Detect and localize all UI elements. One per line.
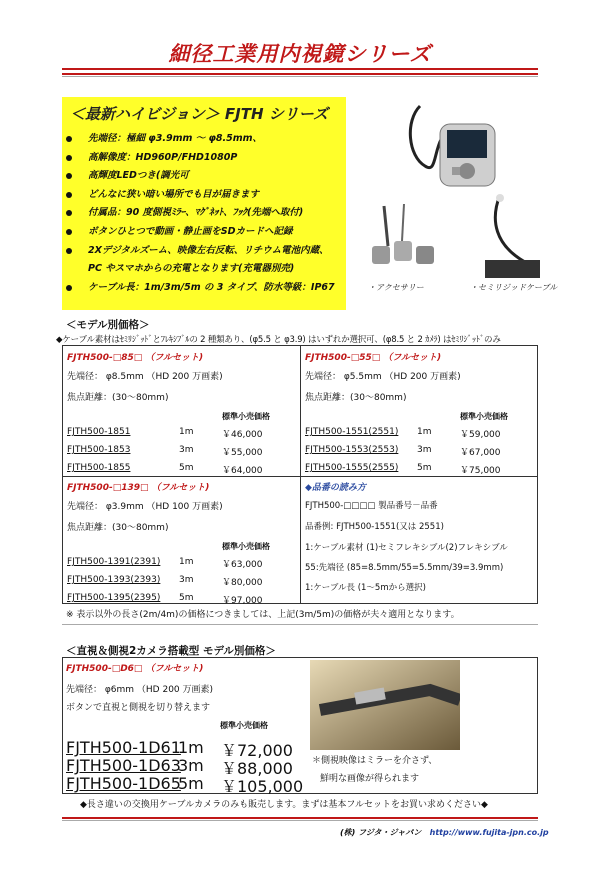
company-url[interactable]: http://www.fujita-jpn.co.jp xyxy=(429,828,549,837)
group-tip: 先端径： φ3.9mm （HD 100 万画素) xyxy=(67,502,223,512)
feature-item: 高輝度LEDつき(調光可 xyxy=(64,167,364,186)
part-number-guide xyxy=(305,480,535,602)
price-header: 標準小売価格 xyxy=(220,721,268,730)
length-note: ※ 表示以外の長さ(2m/4m)の価格につきましては、上記(3m/5m)の価格が夫々適用となります。 xyxy=(66,610,460,620)
guide-line: 1:ケーブル長 (1～5mから選択) xyxy=(305,583,426,593)
table-row: FJTH500-1391(2391) 1m ￥63,000 xyxy=(67,557,263,570)
accessory-photo xyxy=(364,196,444,278)
side-view-note-1: ＊側視映像はミラーを介さず、 xyxy=(312,756,438,766)
cable-material-note: ◆ケーブル素材はｾﾐﾘｼﾞｯﾄﾞとﾌﾚｷｼﾌﾞﾙの 2 種類あり、(φ5.5 と φ3.9) はいずれか選択可、(φ8.5 と 2 ｶﾒﾗ) はｾﾐﾘｼﾞｯﾄﾞのみ xyxy=(56,335,501,345)
group-title: FJTH500-□85□ （フルセット) xyxy=(67,353,204,363)
bullet-icon xyxy=(66,229,72,235)
guide-line: 55:先端径 (85=8.5mm/55=5.5mm/39=3.9mm) xyxy=(305,563,504,573)
feature-item: どんなに狭い暗い場所でも目が届きます xyxy=(64,186,364,205)
feature-item: ボタンひとつで動画・静止画をSDカードへ記録 xyxy=(64,223,364,242)
price-header: 標準小売価格 xyxy=(222,412,270,421)
group-title: FJTH500-□55□ （フルセット) xyxy=(305,353,442,363)
hero-title: ＜最新ハイビジョン＞ FJTH シリーズ xyxy=(70,105,329,123)
caption-accessory: ・アクセサリー xyxy=(368,283,424,292)
group-title: FJTH500-□139□ （フルセット) xyxy=(67,483,210,493)
model-price-grid xyxy=(62,345,538,604)
price-header: 標準小売価格 xyxy=(222,542,270,551)
bullet-icon xyxy=(66,155,72,161)
group-focus: 焦点距離：(30～80mm) xyxy=(305,393,407,403)
caption-cable: ・セミリジッドケーブル xyxy=(470,283,558,292)
feature-item: 2Xデジタルズーム、映像左右反転、リチウム電池内蔵、 xyxy=(64,242,364,261)
dual-camera-heading: ＜直視＆側視2カメラ搭載型 モデル別価格＞ xyxy=(66,645,276,657)
feature-item: ケーブル長：1m/3m/5m の 3 タイプ、防水等級：IP67 xyxy=(64,279,364,298)
model-group-55 xyxy=(305,350,535,475)
table-row: FJTH500-1553(2553) 3m ￥67,000 xyxy=(305,445,501,458)
feature-list xyxy=(64,130,364,297)
bottom-note: ◆長さ違いの交換用ケーブルカメラのみも販売します。まずは基本フルセットをお買い求めください◆ xyxy=(80,800,488,810)
feature-item: 付属品：90 度側視ﾐﾗｰ、ﾏｸﾞﾈｯﾄ、ﾌｯｸ(先端へ取付) xyxy=(64,204,364,223)
group-focus: 焦点距離：(30～80mm) xyxy=(67,393,169,403)
bullet-icon xyxy=(66,192,72,198)
header-divider-thin xyxy=(62,76,538,77)
title-underline xyxy=(62,68,538,70)
footer-divider xyxy=(62,817,538,819)
table-row: FJTH500-1555(2555) 5m ￥75,000 xyxy=(305,463,501,476)
section-divider xyxy=(62,624,538,625)
bullet-icon xyxy=(66,173,72,179)
price-header: 標準小売価格 xyxy=(460,412,508,421)
group-focus: 焦点距離：(30～80mm) xyxy=(67,523,169,533)
bullet-icon xyxy=(66,210,72,216)
table-row: FJTH500-1D63 3m ￥88,000 xyxy=(66,756,293,778)
table-row: FJTH500-1393(2393) 3m ￥80,000 xyxy=(67,575,263,588)
dual-desc: ボタンで直視と側視を切り替えます xyxy=(66,703,211,713)
guide-line: 品番例: FJTH500-1551(又は 2551) xyxy=(305,522,444,532)
page-title: 細径工業用内視鏡シリーズ xyxy=(168,42,432,66)
bullet-icon xyxy=(66,285,72,291)
guide-line: 1:ケーブル素材 (1)セミフレキシブル(2)フレキシブル xyxy=(305,543,508,553)
table-row: FJTH500-1D65 5m ￥105,000 xyxy=(66,774,304,796)
side-view-note-2: 鮮明な画像が得られます xyxy=(320,774,420,784)
guide-line: FJTH500-□□□□ 製品番号－品番 xyxy=(305,501,438,511)
camera-head-photo xyxy=(310,660,460,750)
dual-tip: 先端径： φ6mm （HD 200 万画素) xyxy=(66,685,214,695)
dual-group-title: FJTH500-□D6□ （フルセット) xyxy=(66,664,204,674)
table-row: FJTH500-1551(2551) 1m ￥59,000 xyxy=(305,427,501,440)
table-row: FJTH500-1855 5m ￥64,000 xyxy=(67,463,263,476)
header-divider xyxy=(62,73,538,75)
model-group-85 xyxy=(67,350,297,475)
footer xyxy=(340,827,549,838)
device-photo xyxy=(400,96,515,191)
group-tip: 先端径： φ8.5mm （HD 200 万画素) xyxy=(67,372,223,382)
cable-photo xyxy=(465,190,555,280)
bullet-icon xyxy=(66,248,72,254)
guide-title: ◆品番の読み方 xyxy=(305,483,366,493)
company-name: (株) フジタ・ジャパン xyxy=(340,828,422,837)
table-row: FJTH500-1851 1m ￥46,000 xyxy=(67,427,263,440)
feature-item: 高解像度：HD960P/FHD1080P xyxy=(64,149,364,168)
table-row: FJTH500-1D61 1m ￥72,000 xyxy=(66,738,293,760)
group-tip: 先端径： φ5.5mm （HD 200 万画素) xyxy=(305,372,461,382)
bullet-icon xyxy=(66,136,72,142)
feature-item: PC やスマホからの充電となります(充電器別売) xyxy=(88,263,295,275)
feature-item: 先端径：極細 φ3.9mm ～ φ8.5mm、 xyxy=(64,130,364,149)
footer-divider-thin xyxy=(62,820,538,821)
table-row: FJTH500-1395(2395) 5m ￥97,000 xyxy=(67,593,263,606)
model-group-39 xyxy=(67,480,297,606)
table-row: FJTH500-1853 3m ￥55,000 xyxy=(67,445,263,458)
models-heading: ＜モデル別価格＞ xyxy=(66,319,150,331)
grid-divider xyxy=(300,346,301,603)
